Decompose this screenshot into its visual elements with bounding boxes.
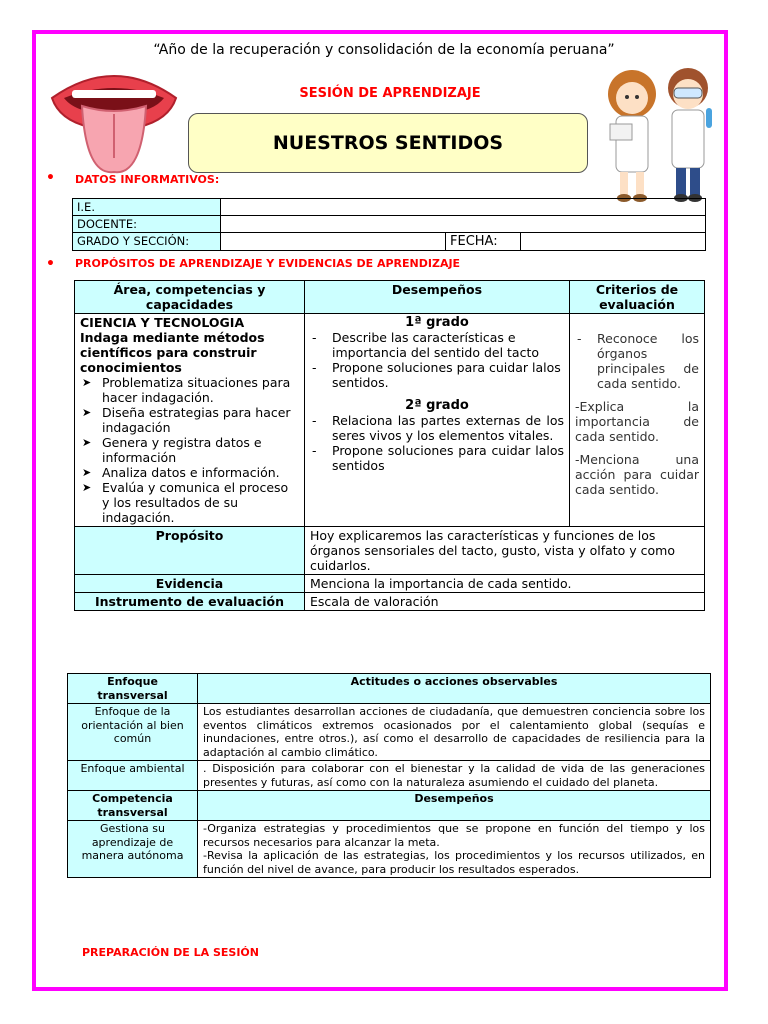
instrumento-text: Escala de valoración [305, 593, 705, 611]
competencia-text: Indaga mediante métodos científicos para construir conocimientos [80, 330, 265, 375]
list-item: - Propone soluciones para cuidar lalos sentidos [310, 443, 564, 473]
col-area-header: Área, competencias y capacidades [75, 281, 305, 314]
docente-value[interactable] [221, 216, 706, 233]
competencia-text-2: -Revisa la aplicación de las estrategias, los procedimientos y los recursos utilizados, en función del nivel de avance, para producir los resultados esperados. [203, 849, 705, 876]
ie-label: I.E. [73, 199, 221, 216]
propositos-heading: PROPÓSITOS DE APRENDIZAJE Y EVIDENCIAS DE APRENDIZAJE [75, 257, 461, 270]
list-item: ➤ Analiza datos e información. [80, 465, 299, 480]
bullet-icon: • [46, 170, 55, 186]
desempenos-1-list [310, 330, 564, 390]
grade-2-label: 2ª grado [405, 398, 469, 413]
list-item: - Reconoce los órganos principales de cada sentido. [575, 331, 699, 391]
list-item: - Describe las características e importancia del sentido del tacto [310, 330, 564, 360]
criterio-2: -Explica la importancia de cada sentido. [575, 399, 699, 444]
enfoque-bien-comun-text: Los estudiantes desarrollan acciones de ciudadanía, que demuestren conciencia sobre los eventos climáticos extremos ocasionados por el calentamiento global (sequías e inundaciones, entre otros.), así como el desarrollo de capacidades de resiliencia para la adaptación al cambio climático. [198, 704, 711, 761]
list-item: ➤ Diseña estrategias para hacer indagación [80, 405, 299, 435]
evidencia-text: Menciona la importancia de cada sentido. [305, 575, 705, 593]
datos-heading: DATOS INFORMATIVOS: [75, 173, 220, 186]
preparacion-heading: PREPARACIÓN DE LA SESIÓN [82, 946, 259, 959]
fecha-label: FECHA: [446, 233, 521, 251]
desempenos-2-list [310, 413, 564, 473]
lesson-title: NUESTROS SENTIDOS [272, 132, 504, 154]
competencia-text [198, 821, 711, 878]
criterios-list [575, 331, 699, 391]
area-cell [75, 314, 305, 527]
col-actitudes-header: Actitudes o acciones observables [198, 674, 711, 704]
enfoque-bien-comun-label: Enfoque de la orientación al bien común [68, 704, 198, 761]
desempenos-cell [305, 314, 570, 527]
motto-text: “Año de la recuperación y consolidación de la economía peruana” [153, 42, 615, 58]
competencia-text-1: -Organiza estrategias y procedimientos que se propone en función del tiempo y los recursos necesarios para alcanzar la meta. [203, 822, 705, 849]
tongue-icon [48, 58, 180, 178]
capacidades-list [80, 375, 299, 525]
competencia-label: Gestiona su aprendizaje de manera autónoma [68, 821, 198, 878]
list-item: ➤ Evalúa y comunica el proceso y los resultados de su indagación. [80, 480, 299, 525]
bullet-icon: • [46, 256, 55, 272]
docente-label: DOCENTE: [73, 216, 221, 233]
criterio-3: -Menciona una acción para cuidar cada sentido. [575, 452, 699, 497]
col-competencia-header: Competencia transversal [68, 791, 198, 821]
area-title: CIENCIA Y TECNOLOGIA [80, 315, 245, 330]
grado-label: GRADO Y SECCIÓN: [73, 233, 221, 251]
enfoque-ambiental-text: . Disposición para colaborar con el bienestar y la calidad de vida de las generaciones presentes y futuras, así como con la naturaleza asumiendo el cuidado del planeta. [198, 761, 711, 791]
enfoque-ambiental-label: Enfoque ambiental [68, 761, 198, 791]
list-item: - Propone soluciones para cuidar lalos sentidos. [310, 360, 564, 390]
lesson-title-box [188, 113, 588, 173]
proposito-label: Propósito [75, 527, 305, 575]
col-desempenos-transversal-header: Desempeños [198, 791, 711, 821]
instrumento-label: Instrumento de evaluación [75, 593, 305, 611]
col-desempenos-header: Desempeños [305, 281, 570, 314]
scientist-kids-icon [596, 64, 726, 204]
list-item: ➤ Genera y registra datos e información [80, 435, 299, 465]
grade-1-label: 1ª grado [405, 315, 469, 330]
fecha-value[interactable] [521, 233, 706, 251]
proposito-text: Hoy explicaremos las características y funciones de los órganos sensoriales del tacto, gusto, vista y olfato y como cuidarlos. [305, 527, 705, 575]
enfoques-table [67, 673, 711, 878]
list-item: - Relaciona las partes externas de los seres vivos y los elementos vitales. [310, 413, 564, 443]
evidencia-label: Evidencia [75, 575, 305, 593]
grado-value[interactable] [221, 233, 446, 251]
propositos-table [74, 280, 705, 611]
criterios-cell [570, 314, 705, 527]
list-item: ➤ Problematiza situaciones para hacer indagación. [80, 375, 299, 405]
col-enfoque-header: Enfoque transversal [68, 674, 198, 704]
datos-table [72, 198, 706, 251]
col-criterios-header: Criterios de evaluación [570, 281, 705, 314]
session-title: SESIÓN DE APRENDIZAJE [299, 86, 481, 101]
ie-value[interactable] [221, 199, 706, 216]
